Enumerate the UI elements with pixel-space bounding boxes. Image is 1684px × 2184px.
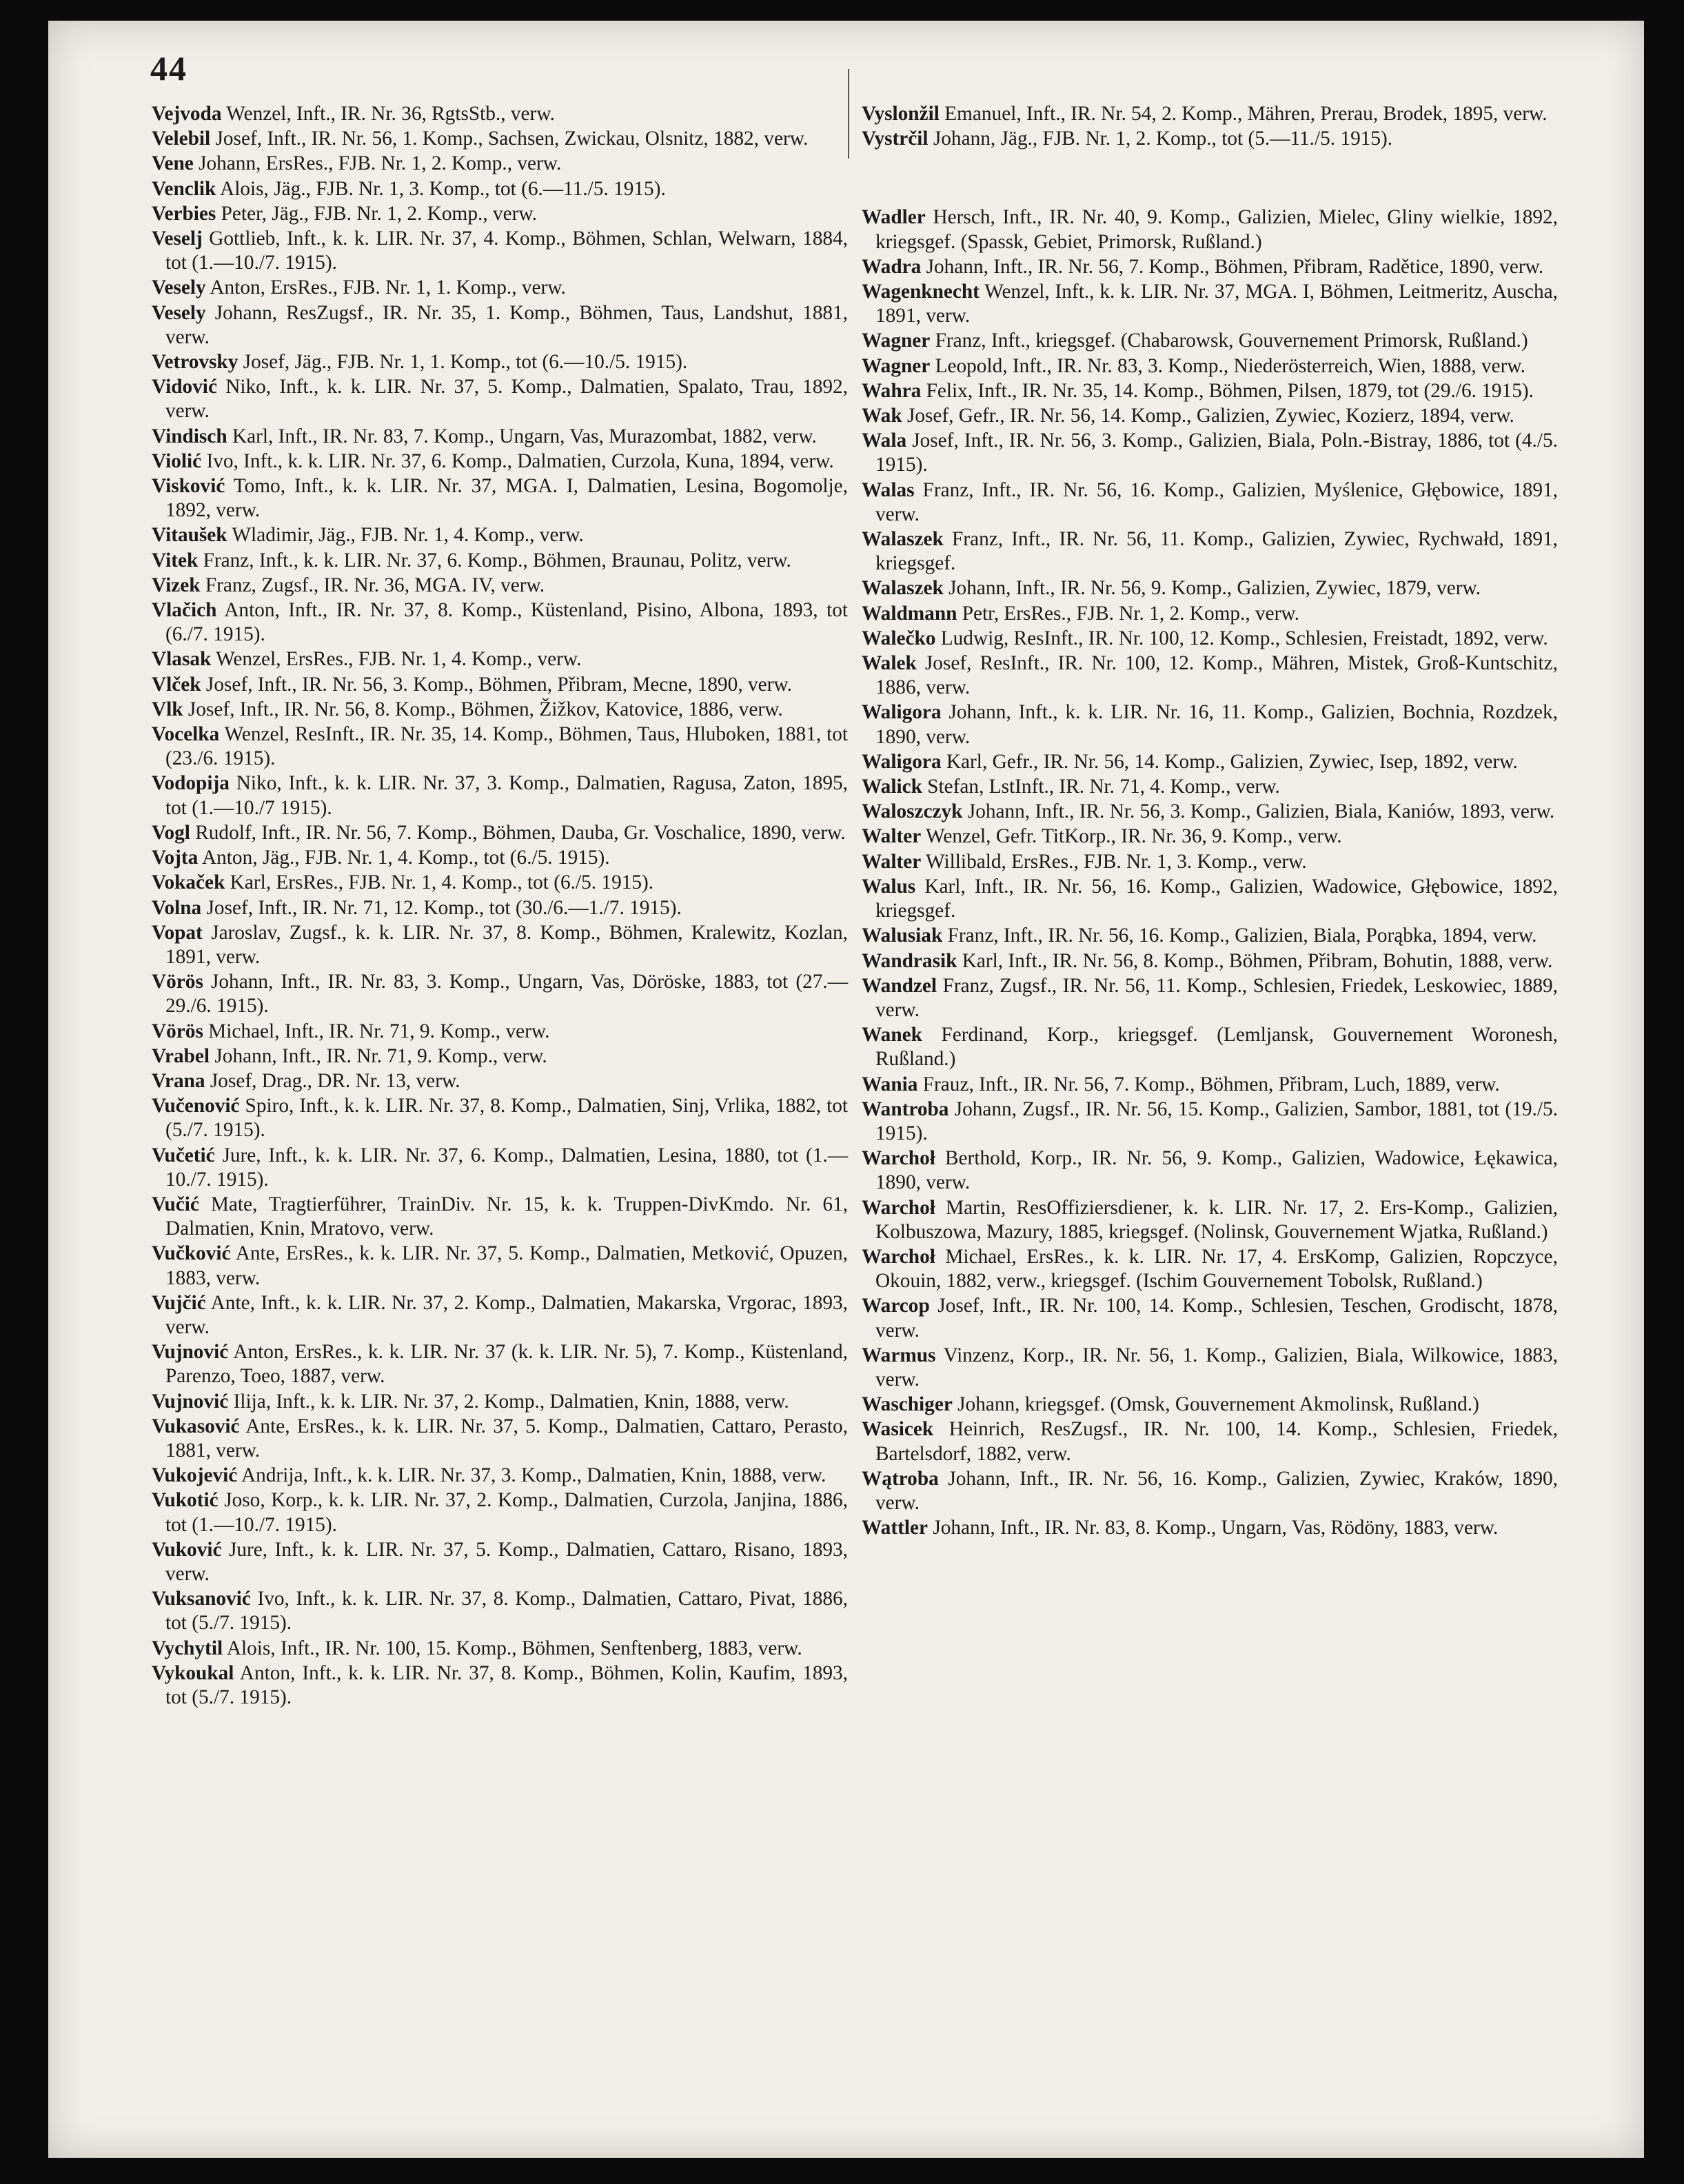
list-entry (152, 276, 848, 300)
list-entry (152, 574, 848, 598)
entry-details: Josef, Inft., IR. Nr. 56, 3. Komp., Böhmen, Přibram, Mecne, 1890, verw. (201, 673, 792, 696)
entry-details: Josef, ResInft., IR. Nr. 100, 12. Komp., Mähren, Mistek, Groß-Kuntschitz, 1886, verw. (875, 652, 1558, 699)
entry-details: Emanuel, Inft., IR. Nr. 54, 2. Komp., Mähren, Prerau, Brodek, 1895, verw. (939, 103, 1548, 125)
list-entry (152, 821, 848, 845)
entry-details: Petr, ErsRes., FJB. Nr. 1, 2. Komp., verw. (957, 602, 1299, 625)
entry-details: Anton, Inft., k. k. LIR. Nr. 37, 8. Komp., Böhmen, Kolin, Kaufim, 1893, tot (5./7. 1915). (165, 1661, 848, 1708)
entry-surname: Warcop (862, 1295, 930, 1317)
entry-details: Alois, Jäg., FJB. Nr. 1, 3. Komp., tot (6.—11./5. 1915). (216, 177, 666, 200)
list-entry (862, 1146, 1558, 1195)
entry-surname: Wadler (862, 206, 926, 229)
entry-details: Rudolf, Inft., IR. Nr. 56, 7. Komp., Böhmen, Dauba, Gr. Voschalice, 1890, verw. (190, 821, 846, 844)
entry-details: Heinrich, ResZugsf., IR. Nr. 100, 14. Komp., Schlesien, Friedek, Bartelsdorf, 1882, verw. (875, 1418, 1558, 1465)
entry-surname: Vitek (152, 549, 199, 572)
list-entry (862, 825, 1558, 849)
entry-surname: Walas (862, 478, 915, 501)
list-entry (152, 474, 848, 523)
list-entry (862, 1516, 1558, 1540)
entry-details: Franz, Zugsf., IR. Nr. 56, 11. Komp., Schlesien, Friedek, Leskowiec, 1889, verw. (875, 974, 1558, 1021)
entry-surname: Wantroba (862, 1098, 949, 1120)
list-entry (152, 970, 848, 1018)
entry-surname: Vrana (152, 1069, 205, 1092)
entry-details: Johann, Inft., IR. Nr. 56, 16. Komp., Galizien, Zywiec, Kraków, 1890, verw. (875, 1467, 1558, 1514)
entry-details: Joso, Korp., k. k. LIR. Nr. 37, 2. Komp., Dalmatien, Curzola, Janjina, 1886, tot (1.—10./7. 1915). (165, 1489, 848, 1536)
entry-details: Ante, ErsRes., k. k. LIR. Nr. 37, 5. Komp., Dalmatien, Cattaro, Perasto, 1881, verw. (165, 1415, 848, 1462)
entry-surname: Walus (862, 875, 916, 898)
entry-surname: Vuksanović (152, 1588, 251, 1610)
entry-details: Franz, Inft., IR. Nr. 56, 11. Komp., Galizien, Zywiec, Rychwałd, 1891, kriegsgef. (875, 528, 1558, 575)
entry-details: Franz, Inft., k. k. LIR. Nr. 37, 6. Komp., Böhmen, Braunau, Politz, verw. (198, 549, 791, 572)
list-entry (862, 700, 1558, 749)
list-entry (152, 1094, 848, 1142)
entry-details: Niko, Inft., k. k. LIR. Nr. 37, 5. Komp., Dalmatien, Spalato, Trau, 1892, verw. (165, 376, 848, 423)
list-entry (152, 1020, 848, 1044)
list-entry (152, 1390, 848, 1414)
list-entry (862, 1023, 1558, 1071)
entry-details: Felix, Inft., IR. Nr. 35, 14. Komp., Böhmen, Pilsen, 1879, tot (29./6. 1915). (921, 379, 1534, 402)
entry-details: Johann, kriegsgef. (Omsk, Gouvernement Akmolinsk, Rußland.) (952, 1393, 1479, 1416)
entry-details: Josef, Gefr., IR. Nr. 56, 14. Komp., Galizien, Zywiec, Kozierz, 1894, verw. (902, 405, 1514, 427)
list-entry (862, 354, 1558, 378)
entry-details: Johann, ErsRes., FJB. Nr. 1, 2. Komp., verw. (193, 152, 562, 175)
entry-surname: Vindisch (152, 425, 227, 447)
entry-surname: Volna (152, 896, 202, 919)
entry-details: Josef, Jäg., FJB. Nr. 1, 1. Komp., tot (6.—10./5. 1915). (238, 351, 688, 374)
entry-details: Stefan, LstInft., IR. Nr. 71, 4. Komp., verw. (922, 776, 1280, 798)
entry-surname: Vetrovsky (152, 351, 239, 374)
list-entry (152, 127, 848, 151)
entry-details: Josef, Inft., IR. Nr. 71, 12. Komp., tot (30./6.—1./7. 1915). (201, 896, 682, 919)
list-entry (152, 177, 848, 201)
entry-details: Ivo, Inft., k. k. LIR. Nr. 37, 8. Komp., Dalmatien, Cattaro, Pivat, 1886, tot (5./7. 1915). (165, 1588, 848, 1635)
entry-surname: Venclik (152, 177, 216, 200)
entry-details: Willibald, ErsRes., FJB. Nr. 1, 3. Komp., verw. (921, 850, 1307, 873)
entry-surname: Vukotić (152, 1489, 219, 1512)
entry-surname: Vesely (152, 276, 206, 299)
entry-surname: Vojta (152, 847, 199, 869)
entry-details: Ludwig, ResInft., IR. Nr. 100, 12. Komp., Schlesien, Freistadt, 1892, verw. (935, 627, 1548, 649)
entry-details: Josef, Inft., IR. Nr. 56, 1. Komp., Sachsen, Zwickau, Olsnitz, 1882, verw. (210, 128, 809, 150)
entry-details: Leopold, Inft., IR. Nr. 83, 3. Komp., Niederösterreich, Wien, 1888, verw. (930, 354, 1525, 377)
list-entry (862, 1467, 1558, 1515)
entry-surname: Vopat (152, 921, 203, 944)
entry-surname: Veselj (152, 228, 203, 250)
entry-details: Jure, Inft., k. k. LIR. Nr. 37, 5. Komp., Dalmatien, Cattaro, Risano, 1893, verw. (165, 1538, 848, 1585)
list-entry (862, 627, 1558, 651)
entry-details: Johann, Inft., IR. Nr. 56, 7. Komp., Böhmen, Přibram, Radětice, 1890, verw. (921, 255, 1544, 278)
list-entry (862, 949, 1558, 973)
entry-surname: Waligora (862, 750, 942, 773)
entry-details: Josef, Inft., IR. Nr. 56, 8. Komp., Böhmen, Žižkov, Katovice, 1886, verw. (183, 698, 783, 720)
entry-details: Frauz, Inft., IR. Nr. 56, 7. Komp., Böhmen, Přibram, Luch, 1889, verw. (917, 1073, 1500, 1095)
entry-details: Johann, Inft., IR. Nr. 83, 3. Komp., Ungarn, Vas, Döröske, 1883, tot (27.—29./6. 1915). (165, 971, 848, 1018)
entry-details: Johann, Jäg., FJB. Nr. 1, 2. Komp., tot (5.—11./5. 1915). (928, 128, 1393, 150)
entry-surname: Vörös (152, 1020, 203, 1042)
entry-surname: Vujnović (152, 1341, 229, 1364)
entry-surname: Vyslonžil (862, 103, 940, 125)
list-entry (152, 1144, 848, 1192)
entry-details: Niko, Inft., k. k. LIR. Nr. 37, 3. Komp., Dalmatien, Ragusa, Zaton, 1895, tot (1.—10./7 1915). (165, 772, 848, 819)
entry-surname: Vidović (152, 376, 217, 398)
list-entry (152, 921, 848, 969)
list-entry (862, 404, 1558, 428)
list-entry (152, 301, 848, 350)
entry-surname: Vučković (152, 1242, 231, 1265)
entry-details: Anton, Inft., IR. Nr. 37, 8. Komp., Küstenland, Pisino, Albona, 1893, tot (6./7. 1915). (165, 599, 848, 646)
entry-surname: Vlačich (152, 599, 217, 622)
list-entry (862, 1393, 1558, 1417)
entry-surname: Vocelka (152, 723, 220, 746)
entry-details: Josef, Drag., DR. Nr. 13, verw. (205, 1069, 460, 1092)
entry-details: Martin, ResOffiziersdiener, k. k. LIR. Nr. 17, 2. Ers-Komp., Galizien, Kolbuszowa, Mazury, 1885, kriegsgef. (Nolinsk, Gouvernement Wjatka, Rußland.) (875, 1196, 1558, 1243)
entry-details: Franz, Zugsf., IR. Nr. 36, MGA. IV, verw. (200, 574, 545, 596)
page-number: 44 (150, 49, 187, 88)
entry-details: Johann, Inft., IR. Nr. 71, 9. Komp., verw. (210, 1044, 547, 1067)
entry-surname: Vejvoda (152, 103, 222, 125)
entry-surname: Wandrasik (862, 949, 957, 972)
section-gap (862, 152, 1558, 205)
list-entry (862, 1294, 1558, 1342)
list-entry (152, 449, 848, 474)
entry-details: Wenzel, Gefr. TitKorp., IR. Nr. 36, 9. Komp., verw. (921, 825, 1342, 848)
entry-details: Anton, ErsRes., FJB. Nr. 1, 1. Komp., verw. (205, 276, 566, 299)
entry-surname: Warchoł (862, 1245, 935, 1268)
list-entry (862, 280, 1558, 328)
entry-details: Berthold, Korp., IR. Nr. 56, 9. Komp., Galizien, Wadowice, Łękawica, 1890, verw. (875, 1147, 1558, 1194)
list-entry (862, 651, 1558, 700)
entry-surname: Velebil (152, 128, 211, 150)
entry-surname: Vörös (152, 971, 203, 993)
entry-details: Johann, Inft., IR. Nr. 56, 3. Komp., Galizien, Biala, Kaniów, 1893, verw. (962, 800, 1555, 823)
list-entry (862, 379, 1558, 403)
list-entry (152, 598, 848, 647)
list-entry (152, 1069, 848, 1093)
entry-surname: Wątroba (862, 1467, 939, 1490)
list-entry (152, 1242, 848, 1290)
entry-details: Ilija, Inft., k. k. LIR. Nr. 37, 2. Komp., Dalmatien, Knin, 1888, verw. (228, 1390, 789, 1413)
right-column-w-entries (862, 205, 1558, 1540)
entry-details: Karl, Inft., IR. Nr. 83, 7. Komp., Ungarn, Vas, Murazombat, 1882, verw. (227, 425, 817, 447)
right-column (862, 102, 1558, 1541)
entry-surname: Vykoukal (152, 1661, 234, 1684)
right-column-v-entries (862, 102, 1558, 151)
entry-surname: Warchoł (862, 1147, 935, 1170)
list-entry (862, 527, 1558, 576)
entry-surname: Walaszek (862, 577, 944, 600)
entry-surname: Wandzel (862, 974, 937, 997)
list-entry (862, 602, 1558, 626)
entry-details: Wenzel, Inft., IR. Nr. 36, RgtsStb., verw. (221, 103, 555, 125)
entry-details: Jure, Inft., k. k. LIR. Nr. 37, 6. Komp., Dalmatien, Lesina, 1880, tot (1.—10./7. 1915). (165, 1144, 848, 1191)
list-entry (152, 202, 848, 226)
list-entry (862, 974, 1558, 1022)
entry-details: Karl, Gefr., IR. Nr. 56, 14. Komp., Galizien, Zywiec, Isep, 1892, verw. (941, 750, 1518, 773)
entry-surname: Waligora (862, 701, 942, 724)
entry-details: Franz, Inft., kriegsgef. (Chabarowsk, Gouvernement Primorsk, Rußland.) (930, 330, 1528, 352)
entry-surname: Wattler (862, 1517, 928, 1539)
document-page (48, 21, 1644, 2158)
entry-surname: Wala (862, 429, 907, 452)
list-entry (152, 1464, 848, 1488)
entry-surname: Vitaušek (152, 524, 227, 547)
list-entry (152, 1488, 848, 1537)
list-entry (152, 375, 848, 423)
entry-surname: Vychytil (152, 1637, 223, 1659)
entry-surname: Vokaček (152, 871, 225, 894)
column-divider (848, 69, 849, 159)
list-entry (152, 1193, 848, 1241)
list-entry (152, 647, 848, 671)
entry-surname: Vogl (152, 821, 190, 844)
entry-surname: Vukojević (152, 1464, 238, 1487)
entry-surname: Wahra (862, 379, 922, 402)
entry-details: Michael, ErsRes., k. k. LIR. Nr. 17, 4. ErsKomp, Galizien, Ropczyce, Okouin, 1882, verw., kriegsgef. (Ischim Gouvernement Tobolsk, Rußland.) (875, 1245, 1558, 1293)
entry-details: Anton, ErsRes., k. k. LIR. Nr. 37 (k. k. LIR. Nr. 5), 7. Komp., Küstenland, Parenzo, Toeo, 1887, verw. (165, 1341, 848, 1388)
entry-surname: Vlasak (152, 648, 212, 671)
entry-surname: Vuković (152, 1538, 222, 1561)
entry-details: Wenzel, ErsRes., FJB. Nr. 1, 4. Komp., verw. (211, 648, 582, 671)
entry-surname: Vodopija (152, 772, 230, 795)
entry-details: Wladimir, Jäg., FJB. Nr. 1, 4. Komp., verw. (227, 524, 584, 547)
entry-surname: Waldmann (862, 602, 957, 625)
entry-details: Tomo, Inft., k. k. LIR. Nr. 37, MGA. I, Dalmatien, Lesina, Bogomolje, 1892, verw. (165, 475, 848, 522)
list-entry (152, 1538, 848, 1586)
entry-details: Michael, Inft., IR. Nr. 71, 9. Komp., verw. (203, 1020, 550, 1042)
entry-surname: Vukasović (152, 1415, 240, 1437)
entry-details: Karl, Inft., IR. Nr. 56, 16. Komp., Galizien, Wadowice, Głębowice, 1892, kriegsgef. (875, 875, 1558, 922)
list-entry (862, 750, 1558, 774)
list-entry (862, 127, 1558, 151)
entry-details: Johann, Zugsf., IR. Nr. 56, 15. Komp., Galizien, Sambor, 1881, tot (19./5. 1915). (875, 1098, 1558, 1144)
list-entry (152, 425, 848, 449)
entry-details: Alois, Inft., IR. Nr. 100, 15. Komp., Böhmen, Senftenberg, 1883, verw. (223, 1637, 802, 1659)
entry-surname: Walusiak (862, 924, 943, 947)
entry-surname: Wania (862, 1073, 918, 1095)
entry-details: Josef, Inft., IR. Nr. 100, 14. Komp., Schlesien, Teschen, Grodischt, 1878, verw. (875, 1295, 1558, 1342)
list-entry (862, 329, 1558, 353)
entry-surname: Wanek (862, 1024, 922, 1046)
list-entry (862, 850, 1558, 874)
list-entry (152, 152, 848, 176)
list-entry (152, 350, 848, 374)
entry-details: Jaroslav, Zugsf., k. k. LIR. Nr. 37, 8. Komp., Böhmen, Kralewitz, Kozlan, 1891, verw. (165, 921, 848, 968)
list-entry (862, 478, 1558, 527)
list-entry (862, 429, 1558, 477)
entry-surname: Vesely (152, 301, 206, 324)
list-entry (862, 1344, 1558, 1392)
list-entry (152, 771, 848, 820)
list-entry (152, 1587, 848, 1635)
left-column (152, 102, 848, 1710)
entry-surname: Visković (152, 475, 225, 498)
entry-surname: Vlk (152, 698, 183, 720)
entry-surname: Wagner (862, 354, 931, 377)
entry-surname: Vučetić (152, 1144, 215, 1166)
entry-details: Spiro, Inft., k. k. LIR. Nr. 37, 8. Komp., Dalmatien, Sinj, Vrlika, 1882, tot (5./7. 1915). (165, 1095, 848, 1142)
entry-surname: Walečko (862, 627, 936, 649)
entry-surname: Vučić (152, 1193, 199, 1215)
entry-details: Ivo, Inft., k. k. LIR. Nr. 37, 6. Komp., Dalmatien, Curzola, Kuna, 1894, verw. (201, 449, 834, 472)
entry-details: Andrija, Inft., k. k. LIR. Nr. 37, 3. Komp., Dalmatien, Knin, 1888, verw. (237, 1464, 826, 1487)
entry-surname: Wagenknecht (862, 281, 980, 303)
list-entry (862, 800, 1558, 824)
list-entry (862, 1417, 1558, 1466)
list-entry (862, 102, 1558, 126)
list-entry (152, 1637, 848, 1661)
list-entry (152, 523, 848, 547)
list-entry (152, 1291, 848, 1339)
entry-surname: Walick (862, 776, 922, 798)
entry-details: Peter, Jäg., FJB. Nr. 1, 2. Komp., verw. (216, 202, 537, 225)
entry-surname: Walter (862, 850, 922, 873)
entry-surname: Vujnović (152, 1390, 229, 1413)
entry-surname: Walaszek (862, 528, 944, 551)
list-entry (152, 698, 848, 722)
entry-details: Johann, Inft., IR. Nr. 83, 8. Komp., Ungarn, Vas, Rödöny, 1883, verw. (928, 1517, 1499, 1539)
list-entry (862, 924, 1558, 948)
list-entry (862, 775, 1558, 799)
list-entry (152, 102, 848, 126)
list-entry (152, 1415, 848, 1463)
entry-details: Anton, Jäg., FJB. Nr. 1, 4. Komp., tot (6./5. 1915). (198, 847, 610, 869)
list-entry (152, 896, 848, 920)
entry-surname: Wagner (862, 330, 931, 352)
entry-details: Franz, Inft., IR. Nr. 56, 16. Komp., Galizien, Biala, Porąbka, 1894, verw. (942, 924, 1537, 947)
entry-surname: Warmus (862, 1344, 936, 1366)
list-entry (862, 205, 1558, 254)
entry-details: Hersch, Inft., IR. Nr. 40, 9. Komp., Galizien, Mielec, Gliny wielkie, 1892, kriegsgef. (Spassk, Gebiet, Primorsk, Rußland.) (875, 206, 1558, 253)
entry-surname: Wadra (862, 255, 922, 278)
entry-surname: Vizek (152, 574, 201, 596)
entry-details: Johann, Inft., IR. Nr. 56, 9. Komp., Galizien, Zywiec, 1879, verw. (943, 577, 1481, 600)
list-entry (152, 846, 848, 870)
list-entry (862, 1098, 1558, 1146)
entry-surname: Vlček (152, 673, 201, 696)
list-entry (862, 1073, 1558, 1097)
entry-surname: Walter (862, 825, 922, 848)
entry-details: Johann, ResZugsf., IR. Nr. 35, 1. Komp., Böhmen, Taus, Landshut, 1881, verw. (165, 301, 848, 348)
entry-details: Wenzel, ResInft., IR. Nr. 35, 14. Komp., Böhmen, Taus, Hluboken, 1881, tot (23./6. 1915). (165, 723, 848, 770)
entry-details: Ante, Inft., k. k. LIR. Nr. 37, 2. Komp., Dalmatien, Makarska, Vrgorac, 1893, verw. (165, 1291, 848, 1338)
entry-surname: Vystrčil (862, 128, 929, 150)
entry-surname: Waloszczyk (862, 800, 963, 823)
list-entry (152, 871, 848, 895)
list-entry (152, 1661, 848, 1710)
list-entry (862, 576, 1558, 600)
list-entry (152, 1044, 848, 1069)
entry-details: Ferdinand, Korp., kriegsgef. (Lemljansk, Gouvernement Woronesh, Rußland.) (875, 1024, 1558, 1071)
entry-surname: Violić (152, 449, 202, 472)
list-entry (152, 549, 848, 573)
list-entry (862, 255, 1558, 279)
entry-surname: Vučenović (152, 1095, 240, 1118)
list-entry (862, 1245, 1558, 1293)
entry-details: Karl, ErsRes., FJB. Nr. 1, 4. Komp., tot (6./5. 1915). (225, 871, 654, 894)
list-entry (152, 1340, 848, 1388)
entry-surname: Walek (862, 652, 917, 675)
entry-surname: Waschiger (862, 1393, 953, 1416)
entry-details: Franz, Inft., IR. Nr. 56, 16. Komp., Galizien, Myślenice, Głębowice, 1891, verw. (875, 478, 1558, 525)
entry-details: Ante, ErsRes., k. k. LIR. Nr. 37, 5. Komp., Dalmatien, Metković, Opuzen, 1883, verw. (165, 1242, 848, 1289)
entry-details: Wenzel, Inft., k. k. LIR. Nr. 37, MGA. I, Böhmen, Leitmeritz, Auscha, 1891, verw. (875, 281, 1558, 327)
entry-details: Karl, Inft., IR. Nr. 56, 8. Komp., Böhmen, Přibram, Bohutin, 1888, verw. (957, 949, 1553, 972)
entry-surname: Vene (152, 152, 194, 175)
entry-details: Mate, Tragtierführer, TrainDiv. Nr. 15, k. k. Truppen-DivKmdo. Nr. 61, Dalmatien, Knin, Mratovo, verw. (165, 1193, 848, 1240)
entry-surname: Wasicek (862, 1418, 934, 1441)
list-entry (152, 227, 848, 275)
entry-surname: Wak (862, 405, 902, 427)
entry-surname: Vrabel (152, 1044, 210, 1067)
entry-details: Josef, Inft., IR. Nr. 56, 3. Komp., Galizien, Biala, Poln.-Bistray, 1886, tot (4./5. 1915). (875, 429, 1558, 476)
entry-surname: Vujčić (152, 1291, 206, 1314)
list-entry (862, 1196, 1558, 1244)
entry-details: Gottlieb, Inft., k. k. LIR. Nr. 37, 4. Komp., Böhmen, Schlan, Welwarn, 1884, tot (1.—10./7. 1915). (165, 228, 848, 274)
entry-surname: Verbies (152, 202, 216, 225)
list-entry (862, 875, 1558, 923)
entry-details: Vinzenz, Korp., IR. Nr. 56, 1. Komp., Galizien, Biala, Wilkowice, 1883, verw. (875, 1344, 1558, 1391)
entry-surname: Warchoł (862, 1196, 935, 1219)
entry-details: Johann, Inft., k. k. LIR. Nr. 16, 11. Komp., Galizien, Bochnia, Rozdzek, 1890, verw. (875, 701, 1558, 748)
list-entry (152, 673, 848, 697)
list-entry (152, 722, 848, 771)
